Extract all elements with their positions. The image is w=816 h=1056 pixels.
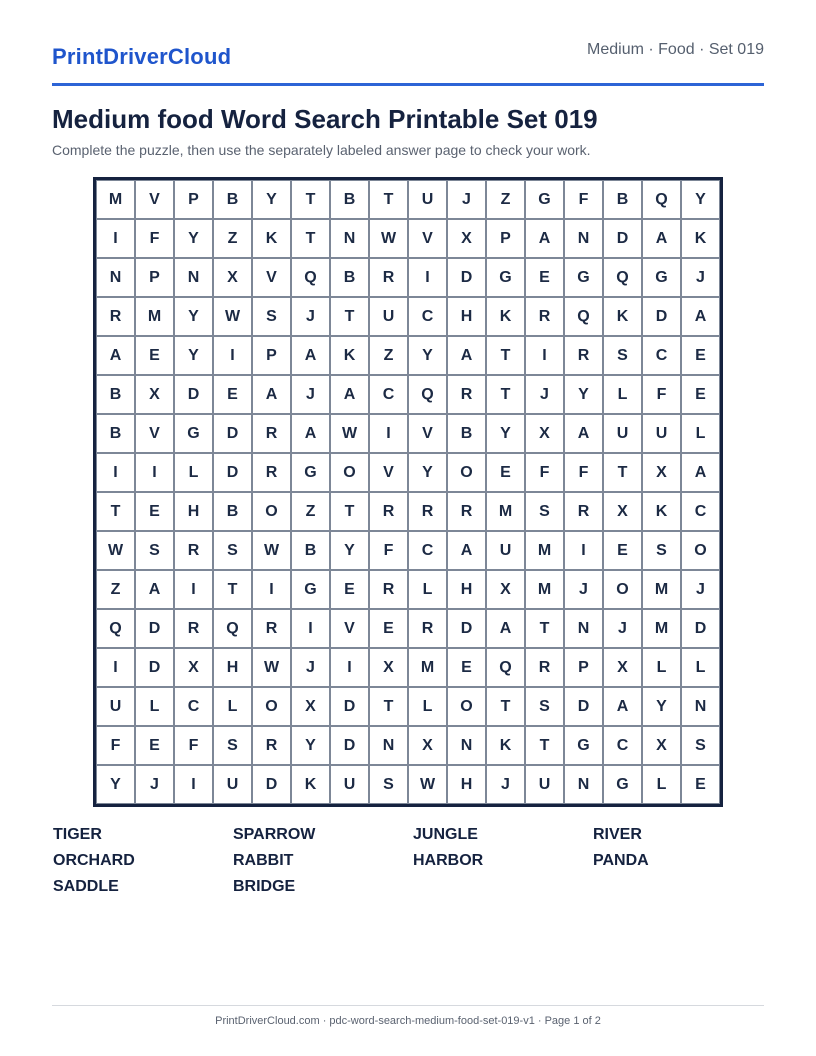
grid-cell: I	[96, 453, 135, 492]
grid-cell: U	[642, 414, 681, 453]
grid-cell: A	[447, 531, 486, 570]
grid-cell: D	[564, 687, 603, 726]
grid-cell: I	[252, 570, 291, 609]
grid-cell: L	[408, 570, 447, 609]
grid-cell: D	[642, 297, 681, 336]
grid-cell: L	[408, 687, 447, 726]
grid-cell: E	[135, 336, 174, 375]
grid-cell: X	[525, 414, 564, 453]
grid-cell: K	[486, 726, 525, 765]
grid-cell: W	[252, 648, 291, 687]
grid-cell: G	[525, 180, 564, 219]
grid-cell: R	[252, 453, 291, 492]
grid-cell: I	[564, 531, 603, 570]
grid-cell: Q	[603, 258, 642, 297]
grid-cell: N	[369, 726, 408, 765]
grid-cell: T	[603, 453, 642, 492]
grid-cell: C	[408, 531, 447, 570]
grid-cell: J	[135, 765, 174, 804]
grid-cell: F	[96, 726, 135, 765]
grid-cell: A	[330, 375, 369, 414]
grid-cell: I	[96, 648, 135, 687]
grid-cell: F	[174, 726, 213, 765]
grid-cell: R	[564, 336, 603, 375]
grid-cell: X	[603, 648, 642, 687]
grid-cell: Q	[486, 648, 525, 687]
grid-cell: E	[525, 258, 564, 297]
grid-cell: P	[564, 648, 603, 687]
grid-cell: V	[330, 609, 369, 648]
grid-cell: E	[681, 375, 720, 414]
grid-cell: A	[564, 414, 603, 453]
grid-cell: A	[681, 297, 720, 336]
grid-cell: L	[642, 648, 681, 687]
grid-cell: L	[174, 453, 213, 492]
grid-cell: J	[486, 765, 525, 804]
grid-cell: P	[174, 180, 213, 219]
grid-cell: B	[291, 531, 330, 570]
grid-cell: O	[252, 492, 291, 531]
grid-cell: X	[291, 687, 330, 726]
word-list-item: RABBIT	[233, 852, 294, 869]
page-footer: PrintDriverCloud.com · pdc-word-search-medium-food-set-019-v1 · Page 1 of 2	[52, 1005, 764, 1027]
word-list-item: BRIDGE	[233, 878, 296, 895]
grid-cell: K	[330, 336, 369, 375]
grid-cell: E	[135, 492, 174, 531]
grid-cell: Y	[291, 726, 330, 765]
grid-cell: X	[642, 726, 681, 765]
grid-cell: R	[96, 297, 135, 336]
grid-cell: T	[369, 180, 408, 219]
grid-cell: M	[525, 531, 564, 570]
grid-cell: J	[681, 258, 720, 297]
grid-cell: H	[447, 765, 486, 804]
grid-cell: U	[213, 765, 252, 804]
grid-cell: M	[525, 570, 564, 609]
grid-cell: I	[213, 336, 252, 375]
grid-cell: U	[408, 180, 447, 219]
grid-cell: Y	[681, 180, 720, 219]
grid-cell: Y	[174, 336, 213, 375]
grid-cell: I	[291, 609, 330, 648]
word-list-item: ORCHARD	[53, 852, 135, 869]
grid-cell: S	[603, 336, 642, 375]
grid-cell: R	[369, 570, 408, 609]
grid-cell: E	[486, 453, 525, 492]
grid-cell: F	[135, 219, 174, 258]
grid-cell: L	[603, 375, 642, 414]
grid-cell: E	[447, 648, 486, 687]
grid-cell: K	[681, 219, 720, 258]
grid-cell: B	[603, 180, 642, 219]
grid-cell: A	[96, 336, 135, 375]
grid-cell: C	[408, 297, 447, 336]
grid-cell: U	[96, 687, 135, 726]
grid-cell: R	[174, 609, 213, 648]
grid-cell: G	[174, 414, 213, 453]
grid-cell: W	[213, 297, 252, 336]
grid-cell: G	[564, 726, 603, 765]
grid-cell: U	[486, 531, 525, 570]
grid-cell: C	[681, 492, 720, 531]
grid-cell: E	[681, 336, 720, 375]
grid-cell: I	[135, 453, 174, 492]
grid-cell: L	[681, 414, 720, 453]
grid-cell: O	[681, 531, 720, 570]
grid-cell: X	[135, 375, 174, 414]
grid-cell: H	[174, 492, 213, 531]
grid-cell: J	[291, 648, 330, 687]
grid-cell: Y	[96, 765, 135, 804]
grid-cell: Z	[213, 219, 252, 258]
grid-cell: P	[252, 336, 291, 375]
grid-cell: S	[213, 531, 252, 570]
grid-cell: P	[486, 219, 525, 258]
grid-cell: T	[330, 492, 369, 531]
grid-cell: T	[330, 297, 369, 336]
grid-cell: F	[642, 375, 681, 414]
grid-cell: D	[330, 726, 369, 765]
grid-cell: S	[252, 297, 291, 336]
grid-cell: Y	[174, 297, 213, 336]
grid-cell: Q	[408, 375, 447, 414]
grid-cell: J	[525, 375, 564, 414]
grid-cell: R	[447, 492, 486, 531]
grid-cell: S	[213, 726, 252, 765]
grid-cell: W	[96, 531, 135, 570]
grid-cell: A	[447, 336, 486, 375]
grid-cell: X	[603, 492, 642, 531]
grid-cell: R	[525, 648, 564, 687]
grid-cell: D	[447, 258, 486, 297]
grid-cell: G	[486, 258, 525, 297]
grid-cell: T	[525, 726, 564, 765]
grid-cell: K	[486, 297, 525, 336]
grid-cell: T	[486, 336, 525, 375]
puzzle-meta: Medium · Food · Set 019	[587, 41, 764, 58]
grid-cell: N	[96, 258, 135, 297]
grid-cell: M	[408, 648, 447, 687]
grid-cell: K	[603, 297, 642, 336]
grid-cell: V	[408, 414, 447, 453]
grid-cell: E	[135, 726, 174, 765]
grid-cell: O	[447, 453, 486, 492]
grid-cell: E	[330, 570, 369, 609]
grid-cell: B	[96, 414, 135, 453]
grid-cell: R	[408, 609, 447, 648]
grid-cell: H	[213, 648, 252, 687]
grid-cell: U	[369, 297, 408, 336]
grid-cell: T	[291, 219, 330, 258]
grid-cell: A	[252, 375, 291, 414]
grid-cell: R	[447, 375, 486, 414]
grid-cell: L	[681, 648, 720, 687]
grid-cell: N	[564, 765, 603, 804]
grid-cell: S	[135, 531, 174, 570]
grid-cell: H	[447, 297, 486, 336]
grid-cell: F	[525, 453, 564, 492]
grid-cell: B	[330, 258, 369, 297]
grid-cell: O	[252, 687, 291, 726]
grid-cell: X	[174, 648, 213, 687]
word-list-item: RIVER	[593, 826, 642, 843]
grid-cell: Y	[174, 219, 213, 258]
grid-cell: X	[447, 219, 486, 258]
grid-cell: B	[447, 414, 486, 453]
grid-cell: A	[642, 219, 681, 258]
grid-cell: Z	[369, 336, 408, 375]
grid-cell: E	[369, 609, 408, 648]
grid-cell: A	[486, 609, 525, 648]
word-search-grid	[93, 177, 723, 807]
grid-cell: A	[525, 219, 564, 258]
grid-cell: B	[213, 492, 252, 531]
grid-cell: T	[486, 375, 525, 414]
grid-cell: I	[330, 648, 369, 687]
page-title: Medium food Word Search Printable Set 019	[52, 104, 598, 134]
grid-cell: Y	[408, 336, 447, 375]
grid-cell: D	[330, 687, 369, 726]
grid-cell: Q	[291, 258, 330, 297]
grid-cell: W	[252, 531, 291, 570]
grid-cell: D	[252, 765, 291, 804]
word-list	[53, 826, 773, 904]
grid-cell: M	[96, 180, 135, 219]
grid-cell: T	[291, 180, 330, 219]
grid-cell: N	[564, 609, 603, 648]
grid-cell: D	[174, 375, 213, 414]
word-list-item: SPARROW	[233, 826, 316, 843]
grid-cell: O	[330, 453, 369, 492]
grid-cell: S	[681, 726, 720, 765]
grid-cell: B	[330, 180, 369, 219]
grid-cell: C	[174, 687, 213, 726]
grid-cell: D	[213, 453, 252, 492]
grid-cell: X	[642, 453, 681, 492]
grid-cell: Z	[96, 570, 135, 609]
grid-cell: I	[174, 765, 213, 804]
grid-cell: W	[369, 219, 408, 258]
grid-cell: D	[447, 609, 486, 648]
grid-cell: S	[642, 531, 681, 570]
grid-cell: I	[525, 336, 564, 375]
grid-cell: Z	[486, 180, 525, 219]
grid-cell: V	[135, 180, 174, 219]
grid-cell: S	[369, 765, 408, 804]
grid-cell: Q	[96, 609, 135, 648]
grid-cell: D	[135, 648, 174, 687]
grid-cell: D	[135, 609, 174, 648]
grid-cell: W	[408, 765, 447, 804]
grid-cell: B	[96, 375, 135, 414]
grid-cell: H	[447, 570, 486, 609]
page-header	[52, 40, 764, 86]
grid-cell: A	[291, 336, 330, 375]
grid-cell: R	[369, 492, 408, 531]
grid-cell: U	[525, 765, 564, 804]
grid-cell: J	[291, 375, 330, 414]
grid-cell: N	[174, 258, 213, 297]
grid-cell: R	[564, 492, 603, 531]
grid-cell: Y	[330, 531, 369, 570]
grid-cell: J	[447, 180, 486, 219]
grid-cell: R	[252, 414, 291, 453]
grid-cell: T	[525, 609, 564, 648]
grid-cell: I	[174, 570, 213, 609]
grid-cell: T	[96, 492, 135, 531]
grid-cell: J	[564, 570, 603, 609]
grid-cell: X	[486, 570, 525, 609]
grid-cell: Y	[486, 414, 525, 453]
grid-cell: P	[135, 258, 174, 297]
grid-cell: D	[681, 609, 720, 648]
word-list-item: SADDLE	[53, 878, 119, 895]
grid-cell: G	[564, 258, 603, 297]
grid-cell: S	[525, 492, 564, 531]
grid-cell: T	[369, 687, 408, 726]
grid-cell: X	[213, 258, 252, 297]
grid-cell: Q	[213, 609, 252, 648]
grid-cell: F	[369, 531, 408, 570]
grid-cell: M	[486, 492, 525, 531]
grid-cell: R	[525, 297, 564, 336]
grid-cell: D	[213, 414, 252, 453]
grid-cell: T	[213, 570, 252, 609]
grid-cell: V	[369, 453, 408, 492]
grid-cell: C	[603, 726, 642, 765]
grid-cell: Z	[291, 492, 330, 531]
grid-cell: R	[408, 492, 447, 531]
word-list-item: JUNGLE	[413, 826, 478, 843]
grid-cell: G	[291, 570, 330, 609]
word-list-item: PANDA	[593, 852, 649, 869]
grid-cell: A	[291, 414, 330, 453]
grid-cell: B	[213, 180, 252, 219]
grid-cell: V	[252, 258, 291, 297]
grid-cell: T	[486, 687, 525, 726]
grid-cell: K	[291, 765, 330, 804]
grid-cell: K	[642, 492, 681, 531]
grid-cell: O	[603, 570, 642, 609]
grid-cell: U	[603, 414, 642, 453]
grid-cell: D	[603, 219, 642, 258]
grid-cell: M	[135, 297, 174, 336]
grid-cell: A	[603, 687, 642, 726]
grid-cell: Y	[252, 180, 291, 219]
grid-cell: W	[330, 414, 369, 453]
grid-cell: G	[642, 258, 681, 297]
grid-cell: J	[681, 570, 720, 609]
grid-cell: Q	[642, 180, 681, 219]
grid-cell: Y	[408, 453, 447, 492]
grid-cell: C	[369, 375, 408, 414]
grid-cell: R	[369, 258, 408, 297]
grid-cell: S	[525, 687, 564, 726]
grid-cell: E	[603, 531, 642, 570]
grid-cell: M	[642, 609, 681, 648]
grid-cell: G	[291, 453, 330, 492]
grid-cell: V	[135, 414, 174, 453]
grid-cell: F	[564, 453, 603, 492]
grid-cell: Y	[642, 687, 681, 726]
grid-cell: V	[408, 219, 447, 258]
grid-cell: N	[564, 219, 603, 258]
grid-cell: E	[681, 765, 720, 804]
grid-cell: R	[252, 726, 291, 765]
grid-cell: L	[213, 687, 252, 726]
grid-cell: G	[603, 765, 642, 804]
grid-cell: O	[447, 687, 486, 726]
grid-cell: Y	[564, 375, 603, 414]
page-subtitle: Complete the puzzle, then use the separately labeled answer page to check your work.	[52, 142, 591, 158]
word-list-item: HARBOR	[413, 852, 484, 869]
grid-cell: J	[291, 297, 330, 336]
grid-cell: I	[96, 219, 135, 258]
grid-cell: I	[408, 258, 447, 297]
brand-logo: PrintDriverCloud	[52, 44, 232, 69]
grid-cell: A	[681, 453, 720, 492]
grid-cell: R	[252, 609, 291, 648]
grid-cell: N	[330, 219, 369, 258]
grid-cell: J	[603, 609, 642, 648]
grid-cell: I	[369, 414, 408, 453]
grid-cell: Q	[564, 297, 603, 336]
word-list-item: TIGER	[53, 826, 102, 843]
grid-cell: M	[642, 570, 681, 609]
grid-cell: A	[135, 570, 174, 609]
grid-cell: X	[408, 726, 447, 765]
grid-cell: L	[135, 687, 174, 726]
grid-cell: X	[369, 648, 408, 687]
grid-cell: U	[330, 765, 369, 804]
grid-cell: N	[447, 726, 486, 765]
grid-cell: K	[252, 219, 291, 258]
grid-cell: L	[642, 765, 681, 804]
grid-cell: C	[642, 336, 681, 375]
grid-cell: R	[174, 531, 213, 570]
grid-cell: E	[213, 375, 252, 414]
grid-cell: N	[681, 687, 720, 726]
grid-cell: F	[564, 180, 603, 219]
